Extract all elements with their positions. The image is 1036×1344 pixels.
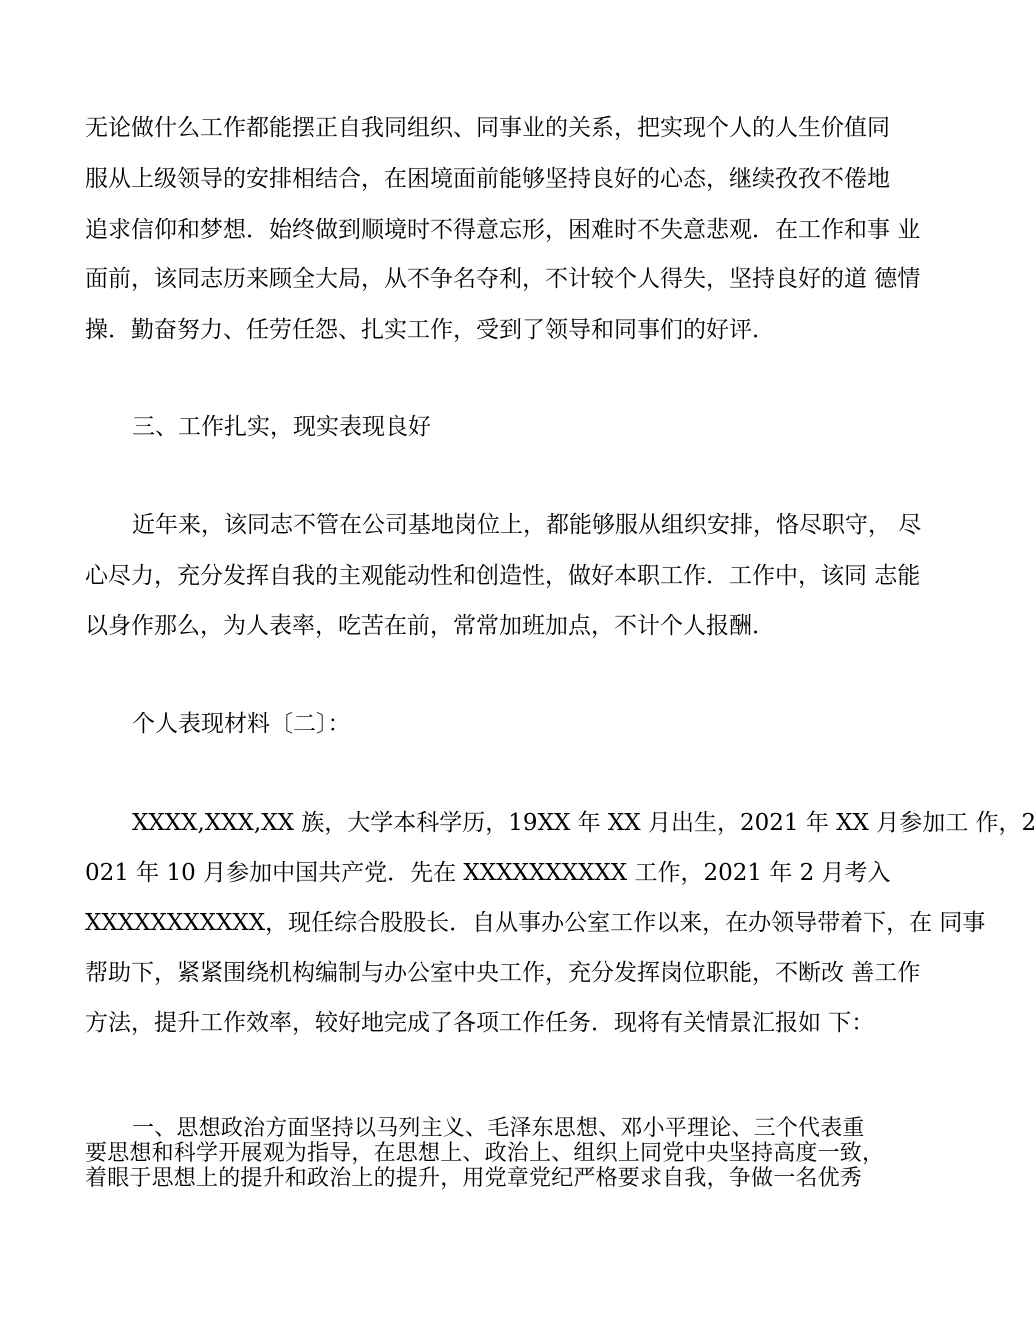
paragraph-line: XXXXXXXXXXX，现任综合股股长．自从事办公室工作以来，在办领导带着下，在 同事 — [85, 910, 986, 936]
paragraph-line: 追求信仰和梦想．始终做到顺境时不得意忘形，困难时不失意悲观．在工作和事 业 — [85, 217, 921, 243]
paragraph-line: 服从上级领导的安排相结合，在困境面前能够坚持良好的心态，继续孜孜不倦地 — [85, 166, 890, 192]
material-heading: 个人表现材料〔二〕： — [132, 711, 351, 737]
paragraph-line: 无论做什么工作都能摆正自我同组织、同事业的关系，把实现个人的人生价值同 — [85, 115, 890, 141]
paragraph-line: 要思想和科学开展观为指导，在思想上、政治上、组织上同党中央坚持高度一致， — [85, 1141, 885, 1166]
paragraph-line: 方法，提升工作效率，较好地完成了各项工作任务．现将有关情景汇报如 下： — [85, 1010, 875, 1036]
section-heading: 三、工作扎实，现实表现良好 — [132, 414, 431, 440]
paragraph-line: 近年来，该同志不管在公司基地岗位上，都能够服从组织安排，恪尽职守， 尽 — [132, 512, 922, 538]
paragraph-line: 021 年 10 月参加中国共产党．先在 XXXXXXXXXX 工作，2021 年 2 月考入 — [85, 860, 891, 886]
paragraph-line: XXXX,XXX,XX 族，大学本科学历，19XX 年 XX 月出生，2021 年 XX 月参加工 作，2 — [132, 810, 1036, 836]
paragraph-line: 心尽力，充分发挥自我的主观能动性和创造性，做好本职工作．工作中，该同 志能 — [85, 563, 921, 589]
paragraph-line: 帮助下，紧紧围绕机构编制与办公室中央工作，充分发挥岗位职能，不断改 善工作 — [85, 960, 921, 986]
paragraph-line: 以身作那么，为人表率，吃苦在前，常常加班加点，不计个人报酬． — [85, 613, 775, 639]
paragraph-line: 着眼于思想上的提升和政治上的提升，用党章党纪严格要求自我，争做一名优秀 — [85, 1166, 863, 1191]
paragraph-line: 面前，该同志历来顾全大局，从不争名夺利，不计较个人得失，坚持良好的道 德情 — [85, 266, 921, 292]
paragraph-line: 一、思想政治方面坚持以马列主义、毛泽东思想、邓小平理论、三个代表重 — [132, 1116, 865, 1141]
paragraph-line: 操．勤奋努力、任劳任怨、扎实工作，受到了领导和同事们的好评． — [85, 317, 775, 343]
